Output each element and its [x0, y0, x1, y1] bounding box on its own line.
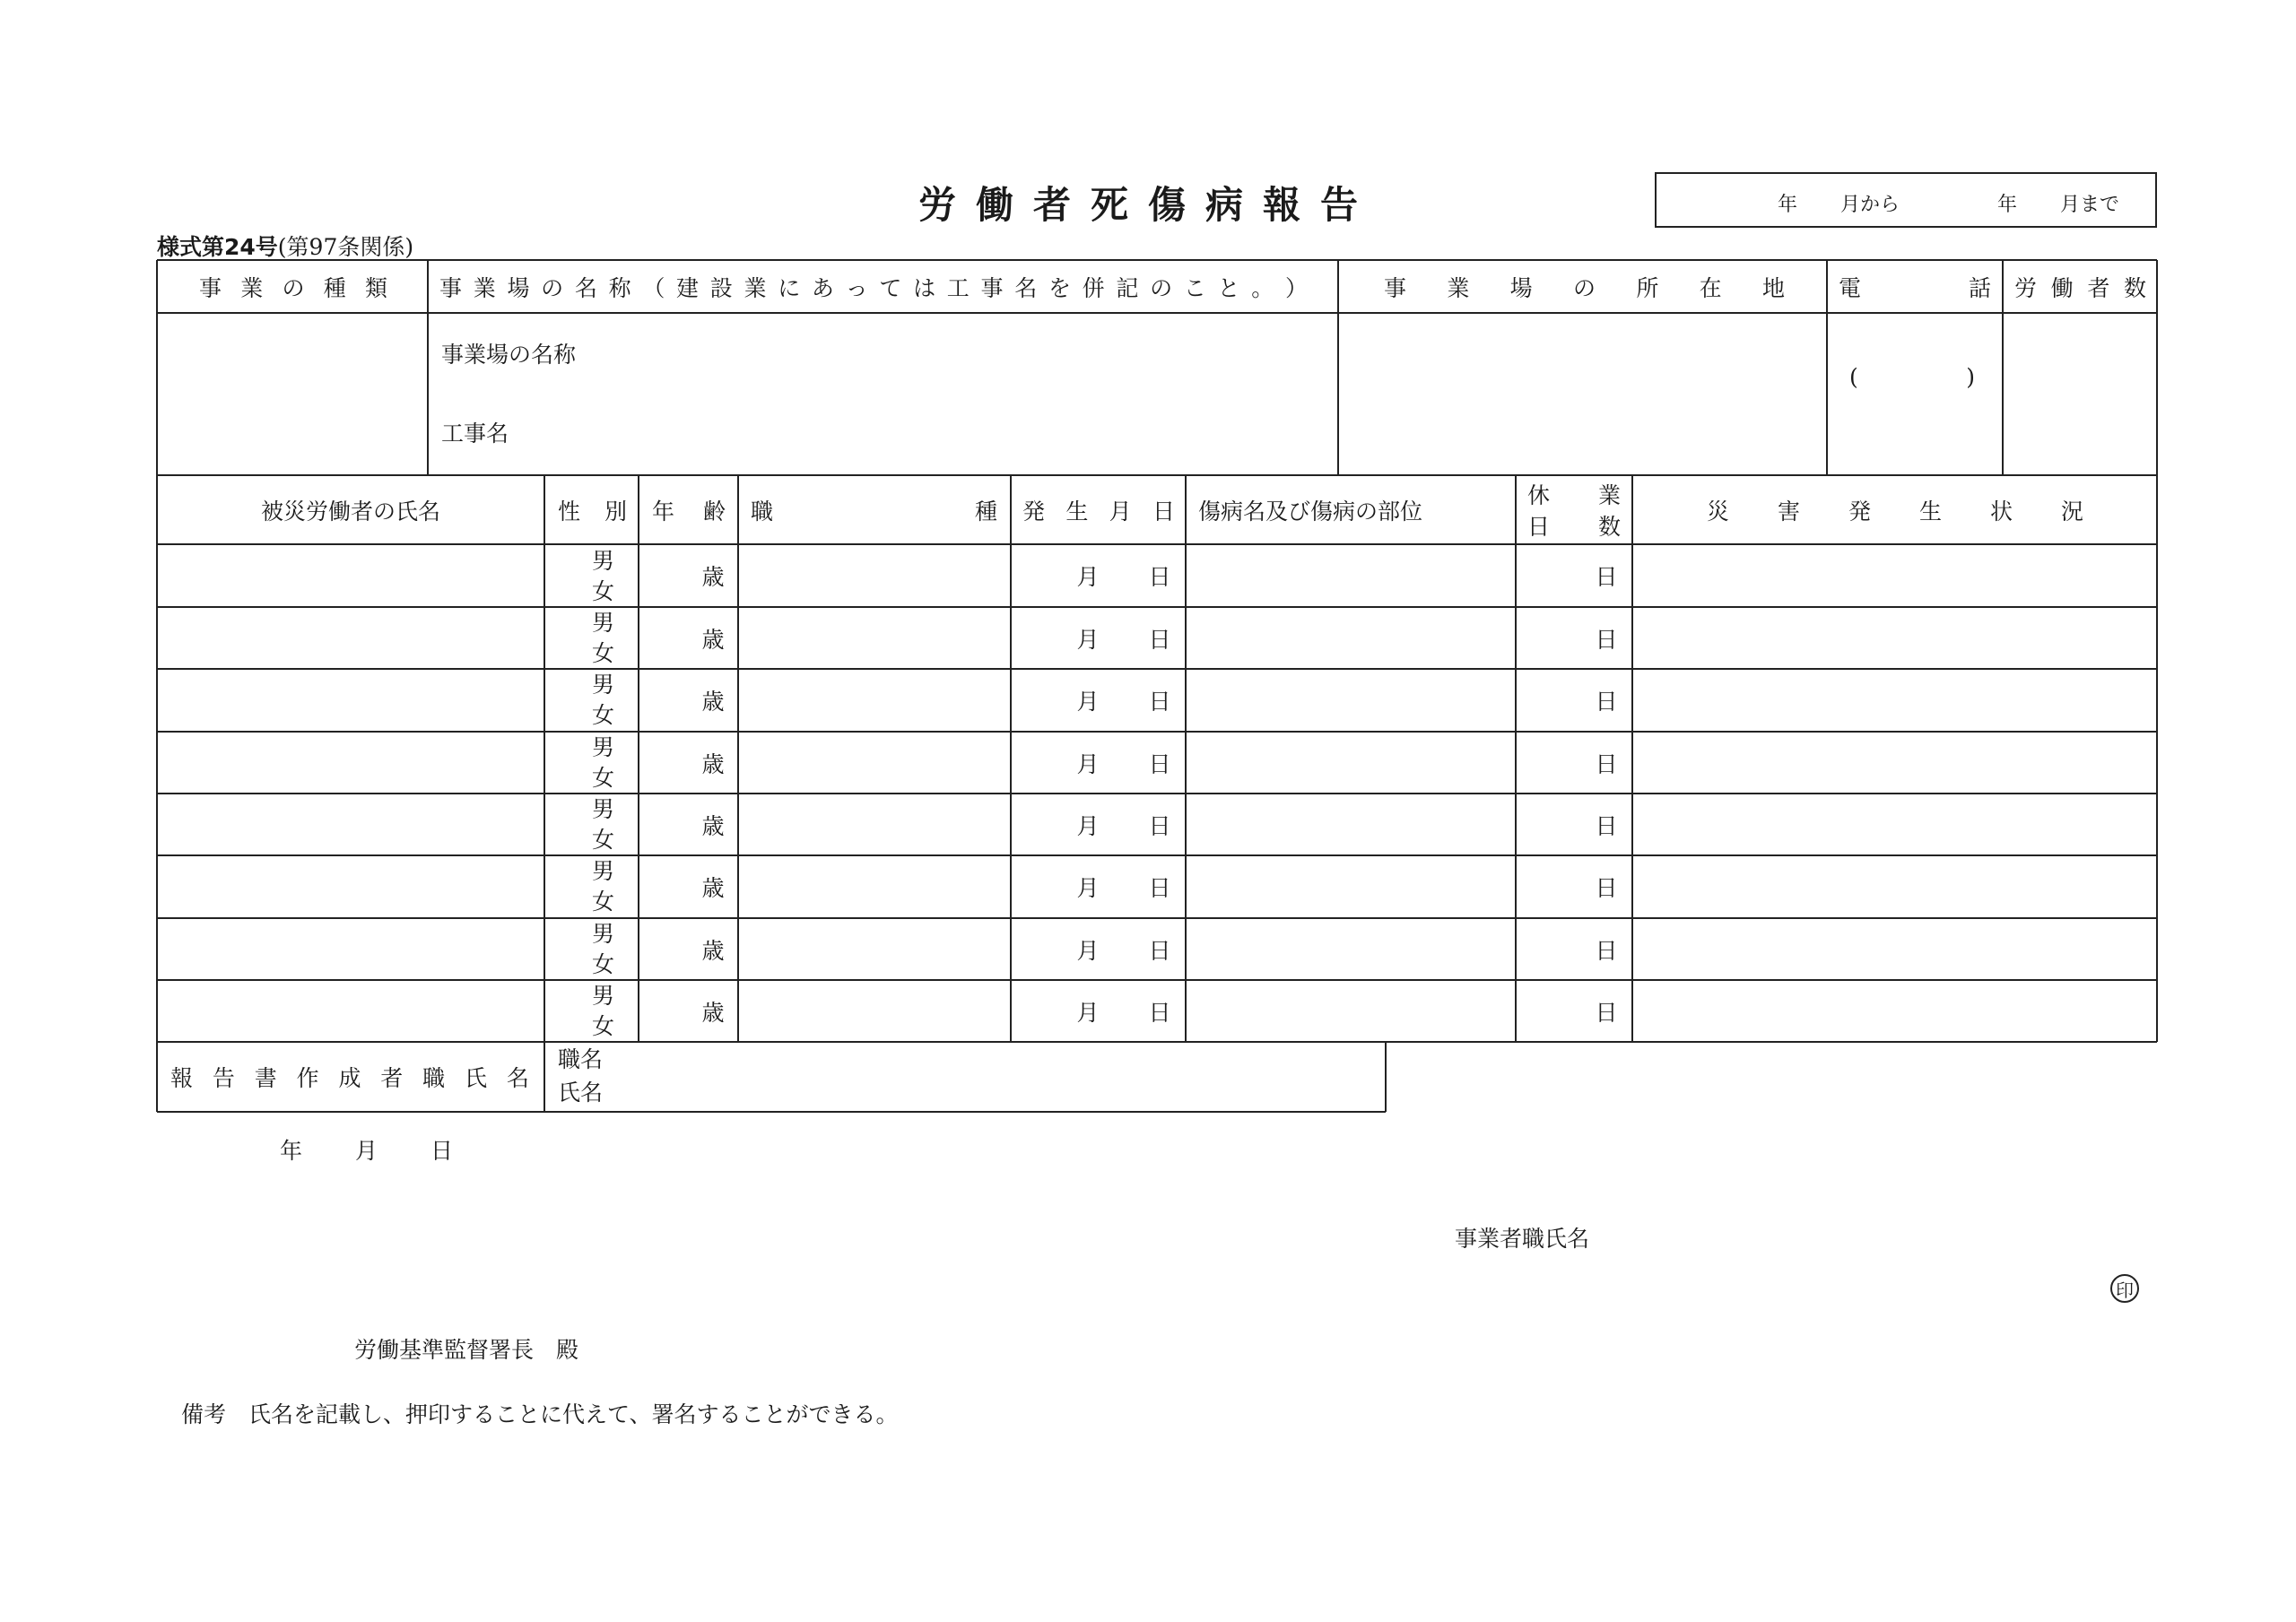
leave-days-unit: 日	[1595, 750, 1618, 777]
leave-days-unit: 日	[1595, 937, 1618, 964]
age-unit: 歳	[701, 750, 725, 777]
age-unit: 歳	[701, 689, 725, 715]
date-month: 月	[355, 1138, 378, 1164]
month-unit: 月	[1076, 937, 1100, 964]
sex-female: 女	[592, 702, 615, 728]
preparer-name-label: 氏名	[558, 1080, 604, 1106]
sex-male: 男	[592, 610, 615, 636]
sex-female: 女	[592, 951, 615, 977]
header-injury: 傷病名及び傷病の部位	[1198, 498, 1423, 525]
period-month-to: 月まで	[2060, 194, 2120, 216]
sex-male: 男	[592, 858, 615, 884]
period-year-to: 年	[1997, 194, 2018, 216]
sex-female: 女	[592, 578, 615, 604]
sex-male: 男	[592, 921, 615, 947]
period-year-from: 年	[1778, 194, 1798, 216]
sex-female: 女	[592, 827, 615, 853]
age-unit: 歳	[701, 937, 725, 964]
month-unit: 月	[1076, 689, 1100, 715]
day-unit: 日	[1148, 999, 1171, 1026]
leave-days-unit: 日	[1595, 564, 1618, 590]
day-unit: 日	[1148, 564, 1171, 590]
day-unit: 日	[1148, 937, 1171, 964]
age-unit: 歳	[701, 564, 725, 590]
form-number-bold: 様式第24号	[157, 234, 278, 260]
period-month-from: 月から	[1840, 194, 1900, 216]
header-leave-bottom: 日 数	[1527, 514, 1621, 540]
addressee: 労働基準監督署長 殿	[354, 1337, 579, 1363]
day-unit: 日	[1148, 750, 1171, 777]
workplace-name-label: 事業場の名称	[441, 342, 577, 368]
construction-name-label: 工事名	[441, 421, 509, 447]
sex-female: 女	[592, 1013, 615, 1039]
header-location: 事 業 場 の 所 在 地	[1384, 274, 1785, 301]
preparer-position-label: 職名	[558, 1046, 604, 1072]
day-unit: 日	[1148, 875, 1171, 901]
header-leave-top: 休 業	[1527, 482, 1621, 508]
header-occurrence-date: 発 生 月 日	[1022, 498, 1175, 525]
age-unit: 歳	[701, 812, 725, 839]
form-number	[157, 230, 413, 262]
month-unit: 月	[1076, 626, 1100, 653]
age-unit: 歳	[701, 875, 725, 901]
leave-days-unit: 日	[1595, 875, 1618, 901]
date-year: 年	[280, 1138, 303, 1164]
date-day: 日	[430, 1138, 454, 1164]
header-occupation: 職 種	[751, 498, 997, 525]
header-age: 年 齢	[652, 498, 726, 525]
form-title: 労働者死傷病報告	[918, 183, 1378, 227]
age-unit: 歳	[701, 626, 725, 653]
header-situation: 災 害 発 生 状 況	[1707, 498, 2083, 525]
header-sex: 性 別	[558, 498, 627, 525]
sex-female: 女	[592, 765, 615, 791]
header-phone: 電 話	[1839, 274, 1991, 301]
day-unit: 日	[1148, 626, 1171, 653]
sex-female: 女	[592, 640, 615, 666]
phone-parentheses: ( )	[1849, 363, 1975, 390]
preparer-label: 報 告 書 作 成 者 職 氏 名	[170, 1065, 529, 1091]
leave-days-unit: 日	[1595, 626, 1618, 653]
sex-female: 女	[592, 889, 615, 915]
month-unit: 月	[1076, 564, 1100, 590]
sex-male: 男	[592, 672, 615, 698]
leave-days-unit: 日	[1595, 812, 1618, 839]
seal-icon: 印	[2110, 1274, 2139, 1303]
leave-days-unit: 日	[1595, 999, 1618, 1026]
form-number-article: (第97条関係)	[277, 234, 414, 260]
header-workplace-name: 事 業 場 の 名 称 （ 建 設 業 に あ っ て は 工 事 名 を 併 記 の こ と 。 ）	[439, 274, 1308, 301]
month-unit: 月	[1076, 875, 1100, 901]
month-unit: 月	[1076, 750, 1100, 777]
header-worker-count: 労 働 者 数	[2014, 274, 2146, 301]
sex-male: 男	[592, 983, 615, 1009]
day-unit: 日	[1148, 812, 1171, 839]
employer-name-label: 事業者職氏名	[1455, 1226, 1590, 1252]
day-unit: 日	[1148, 689, 1171, 715]
sex-male: 男	[592, 796, 615, 822]
sex-male: 男	[592, 548, 615, 574]
leave-days-unit: 日	[1595, 689, 1618, 715]
month-unit: 月	[1076, 999, 1100, 1026]
sex-male: 男	[592, 734, 615, 760]
header-business-type: 事 業 の 種 類	[199, 274, 387, 301]
period-box	[1655, 172, 2157, 228]
header-victim-name: 被災労働者の氏名	[260, 498, 440, 525]
month-unit: 月	[1076, 812, 1100, 839]
age-unit: 歳	[701, 999, 725, 1026]
remarks-note: 備考 氏名を記載し、押印することに代えて、署名することができる。	[181, 1401, 899, 1427]
